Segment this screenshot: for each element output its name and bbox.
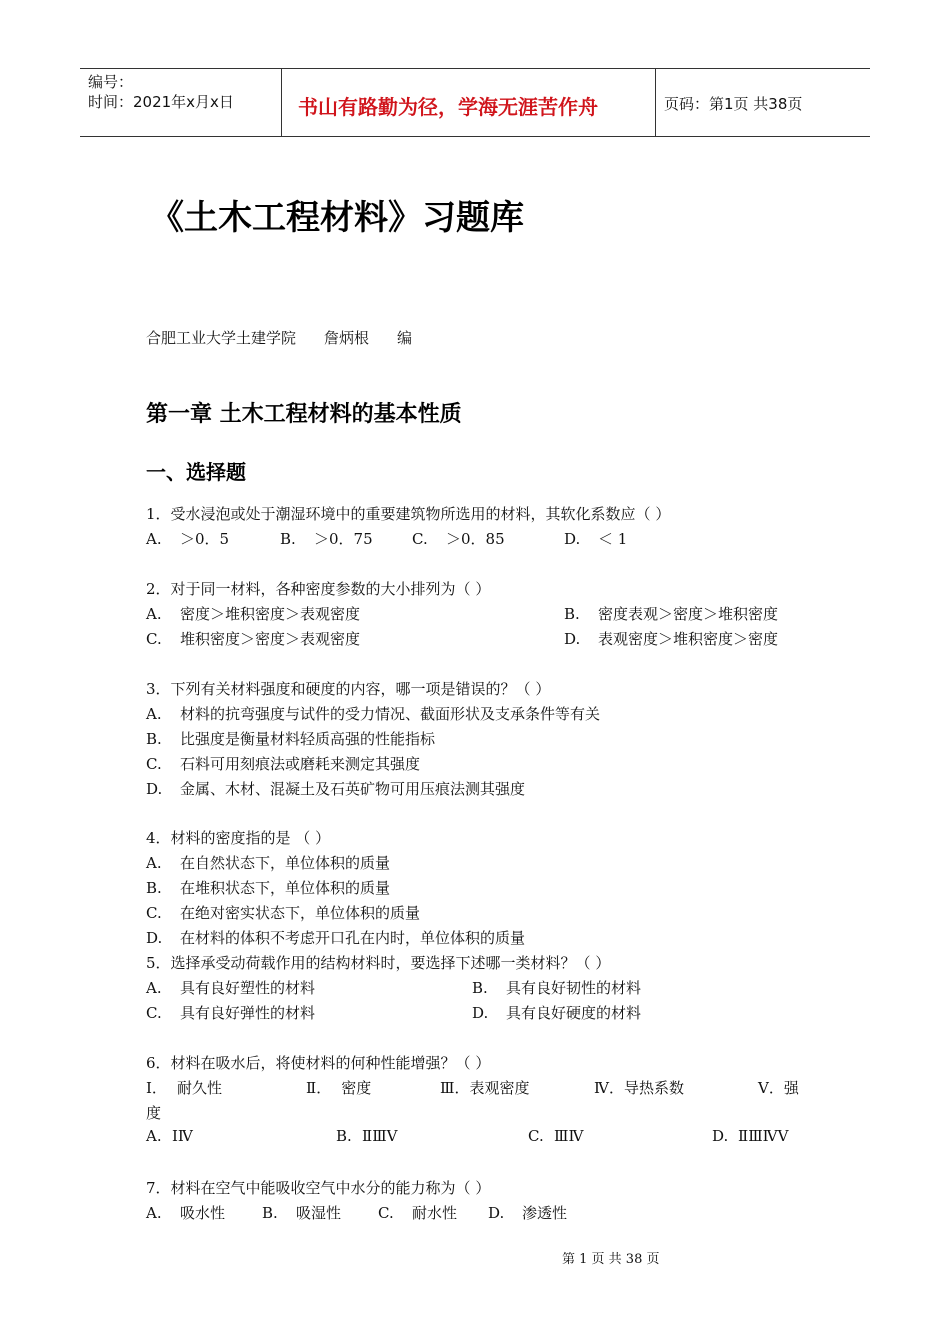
header-motto: 书山有路勤为径，学海无涯苦作舟 bbox=[298, 95, 598, 119]
question-1-option-b: B. ＞0．75 bbox=[280, 530, 373, 548]
question-3-stem: 3．下列有关材料强度和硬度的内容，哪一项是错误的？（ ） bbox=[146, 680, 551, 698]
question-6-stem: 6．材料在吸水后，将使材料的何种性能增强？（ ） bbox=[146, 1054, 491, 1072]
author-line bbox=[146, 327, 412, 348]
header-page-info: 页码：第1页 共38页 bbox=[664, 95, 803, 113]
question-4-stem: 4．材料的密度指的是 （ ） bbox=[146, 829, 331, 847]
question-2-option-a: A. 密度＞堆积密度＞表观密度 bbox=[146, 605, 361, 623]
header-top-rule bbox=[80, 68, 870, 69]
question-3-option-b: B. 比强度是衡量材料轻质高强的性能指标 bbox=[146, 730, 436, 748]
question-5-option-c: C. 具有良好弹性的材料 bbox=[146, 1004, 316, 1022]
question-1-option-d: D. ＜ 1 bbox=[564, 530, 628, 548]
question-2-option-b: B. 密度表观＞密度＞堆积密度 bbox=[564, 605, 779, 623]
page-footer: 第 1 页 共 38 页 bbox=[562, 1252, 660, 1267]
question-7-option-a: A. 吸水性 bbox=[146, 1204, 226, 1222]
question-6-option-a: A. ⅠⅣ bbox=[146, 1127, 193, 1145]
question-6-item-5: Ⅴ．强 bbox=[758, 1079, 799, 1097]
section-heading: 一、选择题 bbox=[146, 460, 246, 484]
question-6-item-1: Ⅰ． 耐久性 bbox=[146, 1079, 222, 1097]
question-5-option-b: B. 具有良好韧性的材料 bbox=[472, 979, 642, 997]
header-bottom-rule bbox=[80, 136, 870, 137]
question-7-option-b: B. 吸湿性 bbox=[262, 1204, 342, 1222]
document-title: 《土木工程材料》习题库 bbox=[150, 198, 524, 238]
author-name: 詹炳根 bbox=[324, 329, 370, 347]
question-6-option-d: D. ⅡⅢⅣⅤ bbox=[712, 1127, 789, 1145]
question-6-item-3: Ⅲ．表观密度 bbox=[440, 1079, 530, 1097]
question-3-option-a: A. 材料的抗弯强度与试件的受力情况、截面形状及支承条件等有关 bbox=[146, 705, 601, 723]
question-3-option-c: C. 石料可用刻痕法或磨耗来测定其强度 bbox=[146, 755, 421, 773]
author-role: 编 bbox=[397, 329, 413, 347]
header-divider-2 bbox=[655, 68, 656, 136]
question-5-option-d: D. 具有良好硬度的材料 bbox=[472, 1004, 642, 1022]
question-4-option-a: A. 在自然状态下，单位体积的质量 bbox=[146, 854, 391, 872]
question-7-option-c: C. 耐水性 bbox=[378, 1204, 458, 1222]
header-number-label: 编号： bbox=[88, 73, 134, 91]
question-7-stem: 7．材料在空气中能吸收空气中水分的能力称为（ ） bbox=[146, 1179, 491, 1197]
question-6-option-b: B. ⅡⅢⅤ bbox=[336, 1127, 398, 1145]
chapter-heading: 第一章 土木工程材料的基本性质 bbox=[146, 402, 462, 427]
question-4-option-d: D. 在材料的体积不考虑开口孔在内时，单位体积的质量 bbox=[146, 929, 526, 947]
question-1-stem: 1．受水浸泡或处于潮湿环境中的重要建筑物所选用的材料，其软化系数应（ ） bbox=[146, 505, 671, 523]
question-7-option-d: D. 渗透性 bbox=[488, 1204, 568, 1222]
question-6-item-wrap: 度 bbox=[146, 1104, 162, 1122]
header-time-label: 时间：2021年x月x日 bbox=[88, 93, 234, 111]
header-divider-1 bbox=[281, 68, 282, 136]
question-2-option-d: D. 表观密度＞堆积密度＞密度 bbox=[564, 630, 779, 648]
question-1-option-c: C. ＞0．85 bbox=[412, 530, 505, 548]
question-6-option-c: C. ⅢⅣ bbox=[528, 1127, 584, 1145]
question-4-option-b: B. 在堆积状态下，单位体积的质量 bbox=[146, 879, 391, 897]
question-3-option-d: D. 金属、木材、混凝土及石英矿物可用压痕法测其强度 bbox=[146, 780, 526, 798]
question-4-option-c: C. 在绝对密实状态下，单位体积的质量 bbox=[146, 904, 421, 922]
question-2-stem: 2．对于同一材料，各种密度参数的大小排列为（ ） bbox=[146, 580, 491, 598]
author-school: 合肥工业大学土建学院 bbox=[146, 329, 297, 347]
question-6-item-2: Ⅱ． 密度 bbox=[306, 1079, 372, 1097]
question-6-item-4: Ⅳ．导热系数 bbox=[594, 1079, 685, 1097]
question-2-option-c: C. 堆积密度＞密度＞表观密度 bbox=[146, 630, 361, 648]
question-5-option-a: A. 具有良好塑性的材料 bbox=[146, 979, 316, 997]
question-1-option-a: A. ＞0．5 bbox=[146, 530, 230, 548]
question-5-stem: 5．选择承受动荷载作用的结构材料时，要选择下述哪一类材料？（ ） bbox=[146, 954, 611, 972]
